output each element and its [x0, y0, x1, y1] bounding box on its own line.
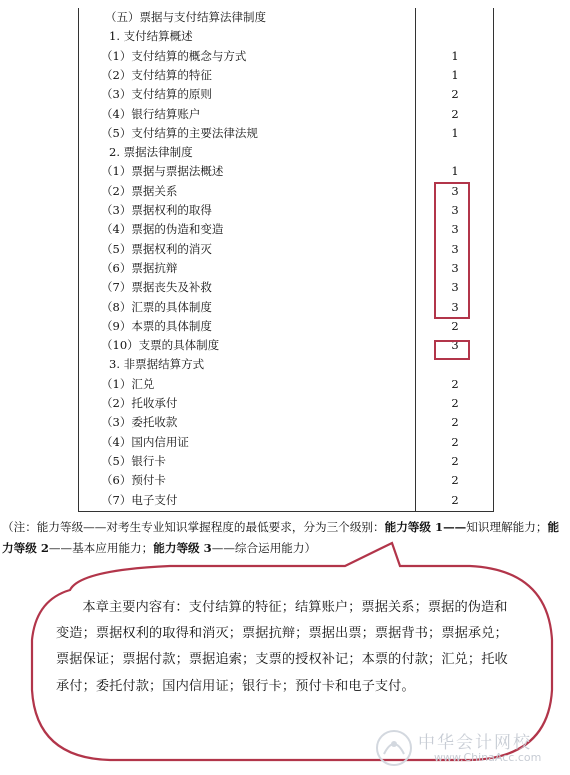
row-level: 2	[451, 453, 459, 468]
row-label: （4）国内信用证	[101, 434, 189, 449]
note-text-1: （注：能力等级——对考生专业知识掌握程度的最低要求，分为三个级别：	[2, 520, 385, 534]
row-label: （9）本票的具体制度	[101, 318, 212, 333]
row-label: （五）票据与支付结算法律制度	[105, 10, 266, 24]
row-label: （10）支票的具体制度	[101, 338, 220, 353]
note-level-2: 能力等级 2	[2, 520, 560, 555]
row-label: （6）票据抗辩	[101, 260, 178, 275]
row-label: （5）票据权利的消灭	[101, 241, 212, 256]
note-text-3: ——基本应用能力；	[48, 541, 154, 555]
row-label: （1）支付结算的概念与方式	[101, 48, 247, 63]
row-level: 1	[451, 48, 459, 63]
row-label: （3）支付结算的原则	[101, 87, 212, 102]
row-level: 1	[451, 67, 459, 82]
row-label: 1. 支付结算概述	[109, 29, 193, 44]
row-label: （2）支付结算的特征	[101, 67, 212, 82]
row-level: 1	[451, 164, 459, 179]
logo-icon	[374, 728, 414, 768]
row-label: （4）票据的伪造和变造	[101, 222, 224, 237]
row-level: 2	[451, 376, 459, 391]
note-level-3: 能力等级 3	[153, 541, 212, 555]
row-level: 3	[451, 299, 459, 314]
row-label: （3）委托收款	[101, 415, 178, 430]
row-label: （4）银行结算账户	[101, 106, 201, 121]
row-label: （7）票据丧失及补救	[101, 280, 212, 295]
row-level: 3	[451, 260, 459, 275]
row-label: （8）汇票的具体制度	[101, 299, 212, 314]
row-label: （5）支付结算的主要法律法规	[101, 125, 258, 140]
row-label: （5）银行卡	[101, 453, 166, 468]
row-label: （3）票据权利的取得	[101, 203, 212, 217]
row-level: 2	[451, 106, 459, 121]
row-label: （6）预付卡	[101, 473, 166, 488]
watermark-url: www.ChinaAcc.com	[434, 751, 542, 764]
row-label: （1）汇兑	[101, 376, 155, 391]
row-level: 2	[451, 318, 459, 333]
row-level: 2	[451, 396, 459, 410]
row-level: 3	[451, 241, 459, 256]
row-level: 2	[451, 492, 459, 507]
row-level: 3	[451, 183, 459, 198]
row-level: 2	[451, 415, 459, 430]
row-level: 3	[451, 222, 459, 237]
note-text-2: 知识理解能力；	[466, 520, 548, 534]
row-level: 1	[451, 125, 459, 140]
row-level: 3	[451, 280, 459, 295]
note-level-1: 能力等级 1——	[384, 520, 467, 534]
row-label: 2. 票据法律制度	[109, 145, 193, 160]
note-text-4: ——综合运用能力）	[211, 541, 317, 555]
row-level: 3	[451, 338, 459, 353]
row-label: （7）电子支付	[101, 492, 178, 507]
row-label: （2）票据关系	[101, 183, 178, 198]
row-level: 2	[451, 434, 459, 449]
watermark-name: 中华会计网校	[418, 733, 532, 753]
row-level: 2	[451, 473, 459, 488]
row-label: （2）托收承付	[101, 396, 178, 410]
row-level: 3	[451, 203, 459, 217]
row-level: 2	[451, 87, 459, 102]
chapter-summary-text: 本章主要内容有：支付结算的特征；结算账户；票据关系；票据的伪造和变造；票据权利的取得和消灭；票据抗辩；票据出票；票据背书；票据承兑；票据保证；票据付款；票据追索；支票的授权补记；本票的付款；汇兑；托收承付；委托付款；国内信用证；银行卡；预付卡和电子支付。	[56, 600, 508, 694]
row-label: 3. 非票据结算方式	[109, 357, 205, 372]
brand-watermark	[372, 726, 564, 770]
row-label: （1）票据与票据法概述	[101, 164, 224, 179]
